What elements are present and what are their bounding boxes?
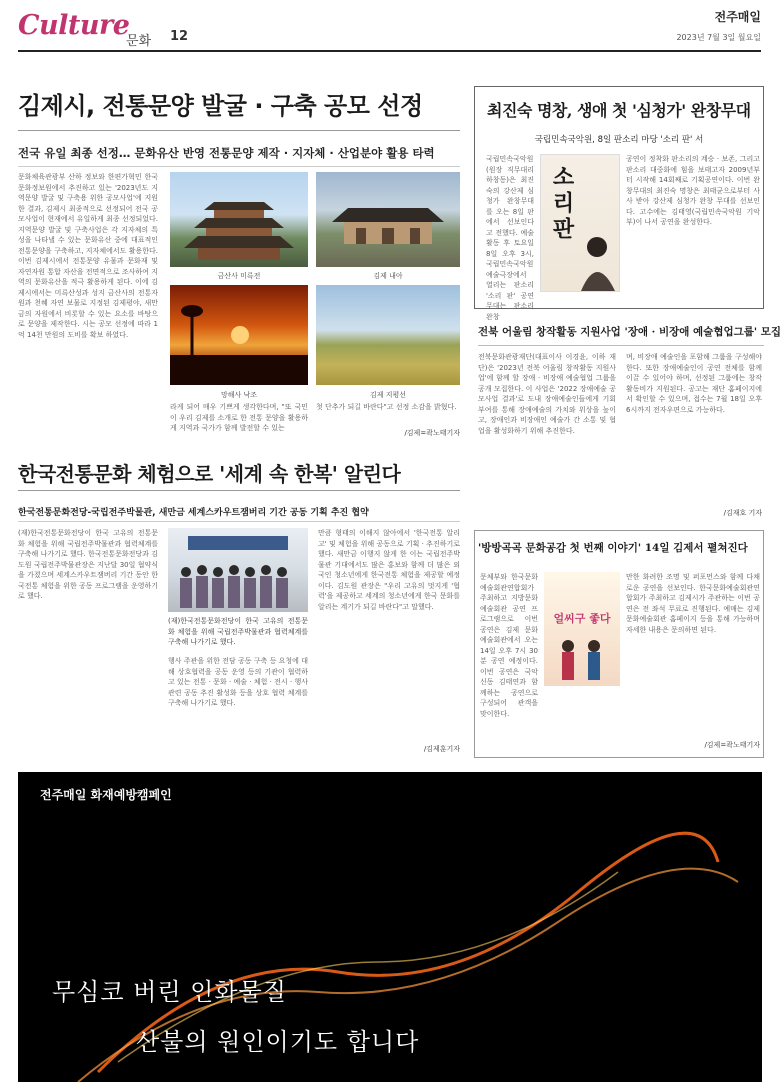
arts-support-body-left: 전북문화관광재단(대표이사 이경윤, 이하 재단)은 '2023년 전북 어울림 창작활동 지원사업'에 함께 할 장애 · 비장애 예술협업 그룹을 공개 모집한다. 이 사업은 '2022 장애예술 공모사업 결과'로 도내 장애예술인들에게 기회 부여를 통해 장애예술의 가치와 위상을 높이고, 장애인과 비장애인 예술가 간 소통 및 협업을 활성화하기 위해 추진한다. [478, 353, 616, 435]
temple-illustration [170, 172, 308, 267]
second-headline-divider [18, 490, 460, 491]
culture-event-headline: '방방곡곡 문화공감 첫 번째 이야기' 14일 김제서 펼쳐진다 [478, 542, 748, 554]
singer-illustration [541, 155, 619, 293]
field-photo [316, 285, 460, 385]
photo-caption-temple: 금산사 미륵전 [217, 272, 261, 280]
second-subheadline-divider [18, 521, 460, 522]
issue-date: 2023년 7월 3일 월요일 [676, 33, 761, 42]
agreement-group-photo [168, 528, 308, 612]
culture-event-poster [544, 572, 620, 686]
headline-divider [18, 130, 460, 131]
group-illustration [168, 528, 308, 612]
performance-body-left: 국립민속국악원(원장 직무대리 하창동)은 최진숙의 강산제 심청가 완창무대를 오는 8일 판에서 선보인다고 전했다. 예술 활동 후 토요일 8일 오후 3시, 국립민속국악원 예술극장에서 열리는 판소리 '소리 판' 공연무대는 판소리 완창 [486, 155, 534, 321]
masthead-divider [18, 50, 761, 52]
arts-support-divider [478, 345, 764, 346]
temple-photo [170, 172, 308, 267]
lead-body-right: 첫 단추가 되길 바란다"고 선정 소감을 밝혔다. [316, 403, 457, 411]
second-subheadline: 한국전통문화전당-국립전주박물관, 새만금 세계스카우트잼버리 기간 공동 기획 추진 협약 [18, 508, 369, 518]
performers-illustration [544, 572, 620, 686]
page-number: 12 [170, 29, 189, 44]
hanok-illustration [316, 172, 460, 267]
arts-support-byline: /김재호 기자 [723, 509, 762, 517]
sunset-photo [170, 285, 308, 385]
masthead [0, 0, 779, 50]
arts-support-body-right: 며, 비장애 예술인을 포함해 그룹을 구성해야 한다. 또한 장애예술인이 공연 전체를 함께 이끌 수 있어야 하며, 선정된 그룹에는 창작 활동비가 지원된다. 공고는 재단 홈페이지에서 확인할 수 있으며, 접수는 7월 18일 오후 6시까지 전자우편으로 가능하다. [626, 353, 762, 414]
lead-body-middle: 라게 되어 매우 기쁘게 생각한다며, "또 국민이 우리 김제를 소개로 한 전통 문양을 활용하게 지역과 국가가 함께 발전할 수 있는 [170, 403, 308, 432]
section-name-english: Culture [18, 10, 130, 41]
newspaper-name: 전주매일 [714, 10, 761, 24]
second-body-col1: (재)한국전통문화전당이 한국 고유의 전통문화 체험을 위해 국립전주박물관과 협력체계를 구축해 나가기로 했다. 한국전통문화전당과 김도원 국립전주박물관장은 지난달 30일 협약식을 가졌으며 세계스카우트잼버리 기간 동안 한국전통 체험을 위한 공동 프로그램을 운영하기로 했다. [18, 529, 158, 600]
poster-title: 소리판 [549, 165, 575, 243]
section-name-korean: 문화 [126, 34, 152, 49]
second-byline: /김제훈기자 [423, 745, 460, 753]
arts-support-headline: 전북 어울림 창작활동 지원사업 '장애 · 비장애 예술협업그룹' 모집 [478, 326, 781, 338]
ad-slogan-line1: 무심코 버린 인화물질 [52, 978, 287, 1006]
fire-prevention-ad [18, 772, 762, 1082]
second-headline: 한국전통문화 체험으로 '세계 속 한복' 알린다 [18, 462, 401, 486]
ad-slogan-line2: 산불의 원인이기도 합니다 [136, 1028, 420, 1056]
performance-body-right: 공연이 정착화 판소리의 계승 · 보존, 그리고 판소리 대중화에 힘을 보태고자 2009년부터 시작해 14회째로 기획공연이다. 이번 완창무대의 최진숙 명창은 최태균으로부터 사사 받아 강산제 심청가 완창 무대를 선보인다. 고수에는 김태영(국립민속국악원 기악부)이 나서 공연을 완성한다. [626, 155, 760, 226]
culture-event-body-left: 문체부와 한국문화예술회관연합회가 주최하고 지방문화예술회관 공연 프로그램으로 이번 공연은 김제 문화예술회관에서 오는 14일 오후 7시 30분 공연 예정이다. 이번 공연은 국악 신동 김태연과 함께하는 공연으로 구성되어 관객을 맞이한다. [480, 573, 538, 718]
lead-headline: 김제시, 전통문양 발굴 · 구축 공모 선정 [18, 92, 423, 120]
culture-event-byline: /김제=곽노태기자 [704, 741, 760, 749]
ad-campaign-label: 전주매일 화재예방캠페인 [40, 788, 172, 802]
agreement-photo-caption: (재)한국전통문화전당이 한국 고유의 전통문화 체험을 위해 국립전주박물관과 협력체계를 구축해 나가기로 했다. [168, 617, 308, 646]
second-body-col3: 만큼 형태의 이해지 않아에서 '한국전통 알리고' 및 체험을 위해 공동으로 기획 · 추진하기로 했다. 새만금 이행지 않게 한 이는 국립전주박물관 기대에서도 많은 홍보와 함께 더 많은 외국인 청소년에게 한국전통 체험을 제공할 예정이다. 김도원 관장은 "우리 고유의 멋지게 '협력'을 제공하고 세계의 청소년에게 한국 문화를 알리는 계기가 되길 바란다"고 말했다. [318, 529, 460, 611]
lead-byline: /김제=곽노태기자 [404, 429, 460, 437]
performance-subheadline: 국립민속국악원, 8일 판소리 마당 '소리 판' 서 [534, 135, 704, 145]
second-body-col2: 행사 주관을 위한 전담 공동 구축 등 요청에 대해 상호협력을 공동 운영 등의 기관이 협력하고 있는 전통 · 문화 · 예술 · 체험 · 전시 · 행사 관련 공동 추진 활성화 등을 상호 협력 체계를 구축해 나가기로 했다. [168, 657, 308, 707]
photo-caption-hanok: 김제 내아 [373, 272, 403, 280]
hanok-photo [316, 172, 460, 267]
sunset-illustration [170, 285, 308, 385]
culture-event-body-right: 만한 화려한 조명 및 퍼포먼스와 함께 다채로운 공연을 선보인다. 한국문화예술회관연합회가 주최하고 김제시가 주관하는 이번 공연은 전 좌석 무료로 진행된다. 예매는 김제문화예술회관 홈페이지 등을 통해 가능하며 자세한 내용은 문의하면 된다. [626, 573, 760, 634]
performance-poster [540, 154, 620, 292]
culture-poster-title: 얼씨구 좋다 [553, 612, 611, 625]
photo-caption-field: 김제 지평선 [369, 391, 407, 399]
photo-caption-sunset: 망해사 낙조 [220, 391, 258, 399]
performance-headline: 최진숙 명창, 생애 첫 '심청가' 완창무대 [487, 101, 751, 120]
lead-subheadline: 전국 유일 최종 선정… 문화유산 반영 전통문양 제작 · 지자체 · 산업분야 활용 타력 [18, 146, 435, 160]
lead-body-left: 문화체육관광부 산하 정보와 한편가혁민 한국문화정보원에서 추진하고 있는 '2023년도 지역문양 발굴 및 구축용 위한 공모사업'에 지원한 결과, 김제시 최종적으로 선정되어 전국 공모사업이 현재에서 유일하게 최종 선정되었다. 지역문양 발굴 및 구축사업은 각 지자체의 특성을 나타낼 수 있는 문화유산 중에 대표적인 전통문양을 구축하고, 지자체에서도 활용한다. 이번 김제시에서 전통문양 유물과 문화재 및 자연자원 통합 자산을 전면적으로 조사하여 지역의 문화유산을 적극 활용하게 된다. 이에 김제시에서는 미륵산성과 성지 금산사의 전통자원과 천혜 자연 보물로 지정된 김제평야, 새만금의 자원에서 비롯할 수 있는 요소를 바탕으로 문양을 제작한다. 시는 공모 선정에 따라 1억 14천 만원의 도비를 확보 하였다. [18, 173, 158, 339]
subheadline-divider [18, 166, 460, 167]
